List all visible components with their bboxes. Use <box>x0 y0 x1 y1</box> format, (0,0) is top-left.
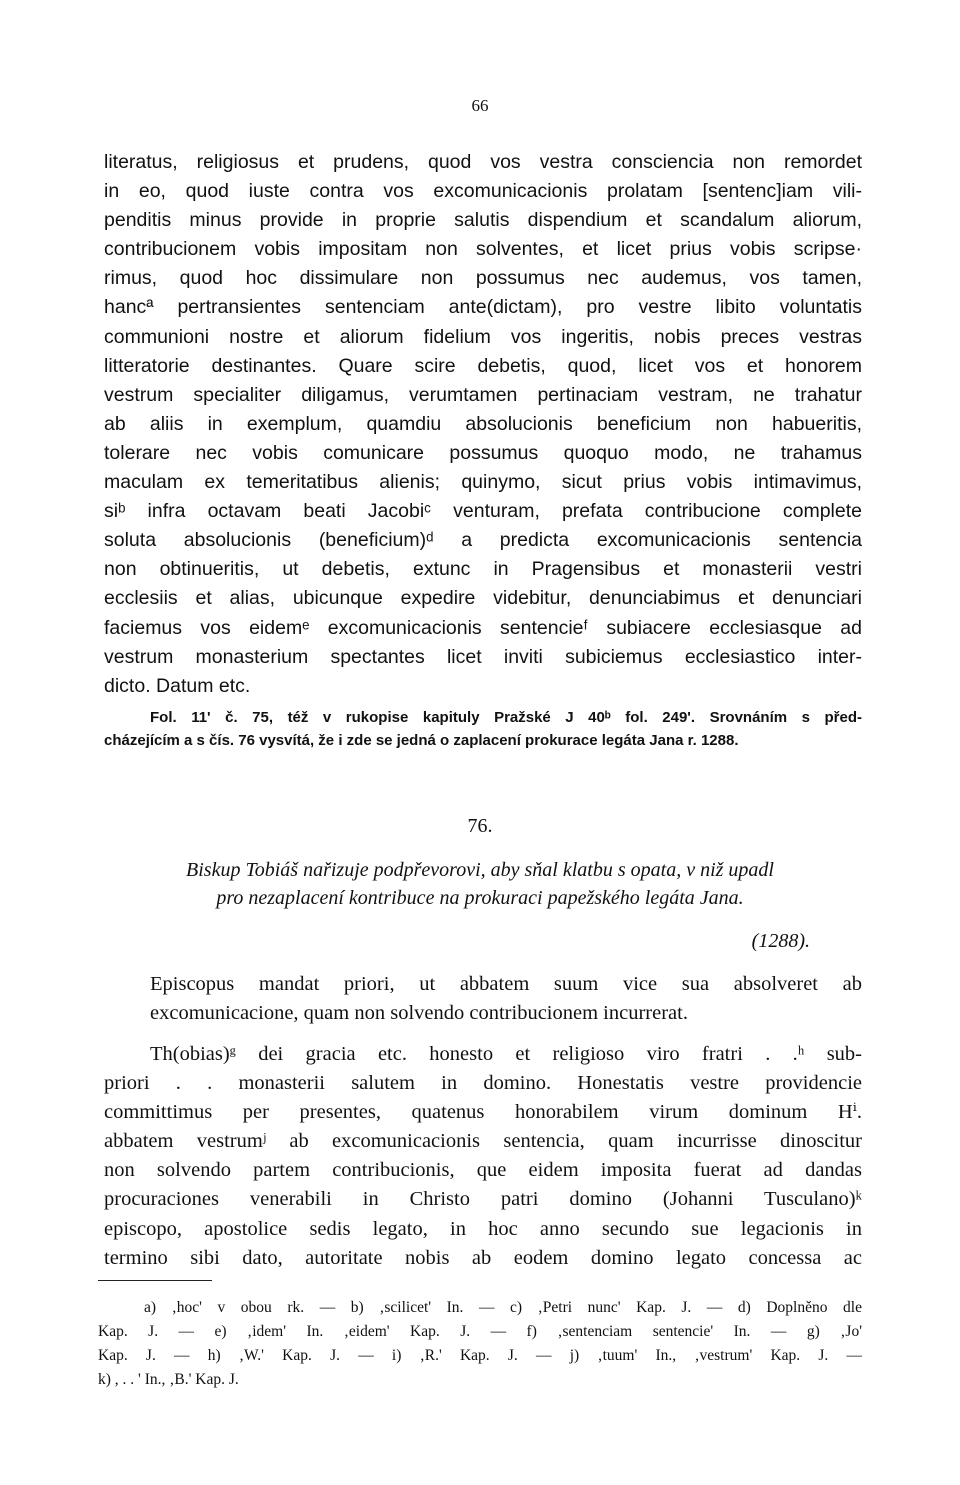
text-line: hancª pertransientes sentenciam ante(dictam), pro vestre libito voluntatis <box>104 296 862 319</box>
summary-block <box>104 970 862 1028</box>
text-line: vestrum monasterium spectantes licet inviti subiciemus ecclesiastico inter- <box>104 645 862 668</box>
text-line: rimus, quod hoc dissimulare non possumus nec audemus, vos tamen, <box>104 267 862 290</box>
text-line: tolerare nec vobis comunicare possumus quoquo modo, ne trahamus <box>104 441 862 464</box>
heading-line: Biskup Tobiáš nařizuje podpřevorovi, aby sňal klatbu s opata, v niž upadl <box>186 859 774 881</box>
note-line: cházejícím a s čís. 76 vysvítá, že i zde se jedná o zaplacení prokurace legáta Jana r. 1288. <box>104 732 739 749</box>
text-line: non solvendo partem contribucionis, que eidem imposita fuerat ad dandas <box>104 1159 862 1182</box>
text-line: abbatem vestrumʲ ab excomunicacionis sentencia, quam incurrisse dinoscitur <box>104 1130 862 1153</box>
document-date: (1288). <box>751 930 810 952</box>
text-line: Th(obias)ᵍ dei gracia etc. honesto et religioso viro fratri . .ʰ sub- <box>150 1043 862 1065</box>
text-line: soluta absolucionis (beneficium)ᵈ a predicta excomunicacionis sentencia <box>104 529 862 552</box>
footnote-line: Kap. J. — e) ‚idem' In. ‚eidem' Kap. J. — f) ‚sentenciam sentencie' In. — g) ‚Jo' <box>98 1323 862 1340</box>
footnotes-block <box>98 1296 862 1392</box>
text-line: non obtinueritis, ut debetis, extunc in Pragensibus et monasterii vestri <box>104 558 862 581</box>
text-line: priori . . monasterii salutem in domino. Honestatis vestre providencie <box>104 1072 862 1095</box>
text-line: procuraciones venerabili in Christo patri domino (Johanni Tusculano)ᵏ <box>104 1188 862 1211</box>
text-line: siᵇ infra octavam beati Jacobiᶜ venturam, prefata contribucione complete <box>104 500 862 523</box>
page-number: 66 <box>471 96 489 115</box>
text-line: episcopo, apostolice sedis legato, in hoc anno secundo sue legacionis in <box>104 1217 862 1240</box>
text-line: literatus, religiosus et prudens, quod vos vestra consciencia non remordet <box>104 151 862 173</box>
text-line: committimus per presentes, quatenus honorabilem virum dominum Hⁱ. <box>104 1101 862 1124</box>
text-line: ecclesiis et alias, ubicunque expedire videbitur, denunciabimus et denunciari <box>104 587 862 610</box>
text-line: maculam ex temeritatibus alienis; quinymo, sicut prius vobis intimavimus, <box>104 471 862 494</box>
footnote-line: Kap. J. — h) ‚W.' Kap. J. — i) ‚R.' Kap. J. — j) ‚tuum' In., ‚vestrum' Kap. J. — <box>98 1347 862 1364</box>
heading-line: pro nezaplacení kontribuce na prokuraci papežského legáta Jana. <box>216 887 744 909</box>
footnote-line: a) ‚hoc' v obou rk. — b) ‚scilicet' In. — c) ‚Petri nunc' Kap. J. — d) Doplněno dle <box>144 1299 862 1316</box>
editorial-note <box>104 706 862 752</box>
summary-line: excomunicacione, quam non solvendo contribucionem incurrerat. <box>150 1002 688 1025</box>
text-line: communioni nostre et aliorum fidelium vos ingeritis, nobis preces vestras <box>104 325 862 348</box>
document-heading <box>100 856 860 912</box>
text-line: dicto. Datum etc. <box>104 674 251 697</box>
text-line: in eo, quod iuste contra vos excomunicacionis prolatam [sentenc]iam vili- <box>104 180 862 203</box>
summary-line: Episcopus mandat priori, ut abbatem suum vice sua absolveret ab <box>150 973 862 995</box>
text-line: faciemus vos eidemᵉ excomunicacionis sentencieᶠ subiacere ecclesiasque ad <box>104 616 862 639</box>
letter-text-block <box>104 1040 862 1273</box>
text-line: penditis minus provide in proprie salutis dispendium et scandalum aliorum, <box>104 209 862 232</box>
footnote-line: k) , . . ' In., ‚B.' Kap. J. <box>98 1371 239 1388</box>
footnote-divider <box>98 1280 212 1281</box>
document-number: 76. <box>467 815 493 837</box>
text-line: termino sibi dato, autoritate nobis ab eodem domino legato concessa ac <box>104 1246 862 1269</box>
text-line: litteratorie destinantes. Quare scire debetis, quod, licet vos et honorem <box>104 354 862 377</box>
text-line: vestrum specialiter diligamus, verumtamen pertinaciam vestram, ne trahatur <box>104 383 862 406</box>
note-line: Fol. 11' č. 75, též v rukopise kapituly Pražské J 40ᵇ fol. 249'. Srovnáním s před- <box>150 709 862 726</box>
text-line: contribucionem vobis impositam non solventes, et licet prius vobis scripse· <box>104 238 862 261</box>
main-text-block <box>104 148 862 701</box>
text-line: ab aliis in exemplum, quamdiu absolucionis beneficium non habueritis, <box>104 412 862 435</box>
